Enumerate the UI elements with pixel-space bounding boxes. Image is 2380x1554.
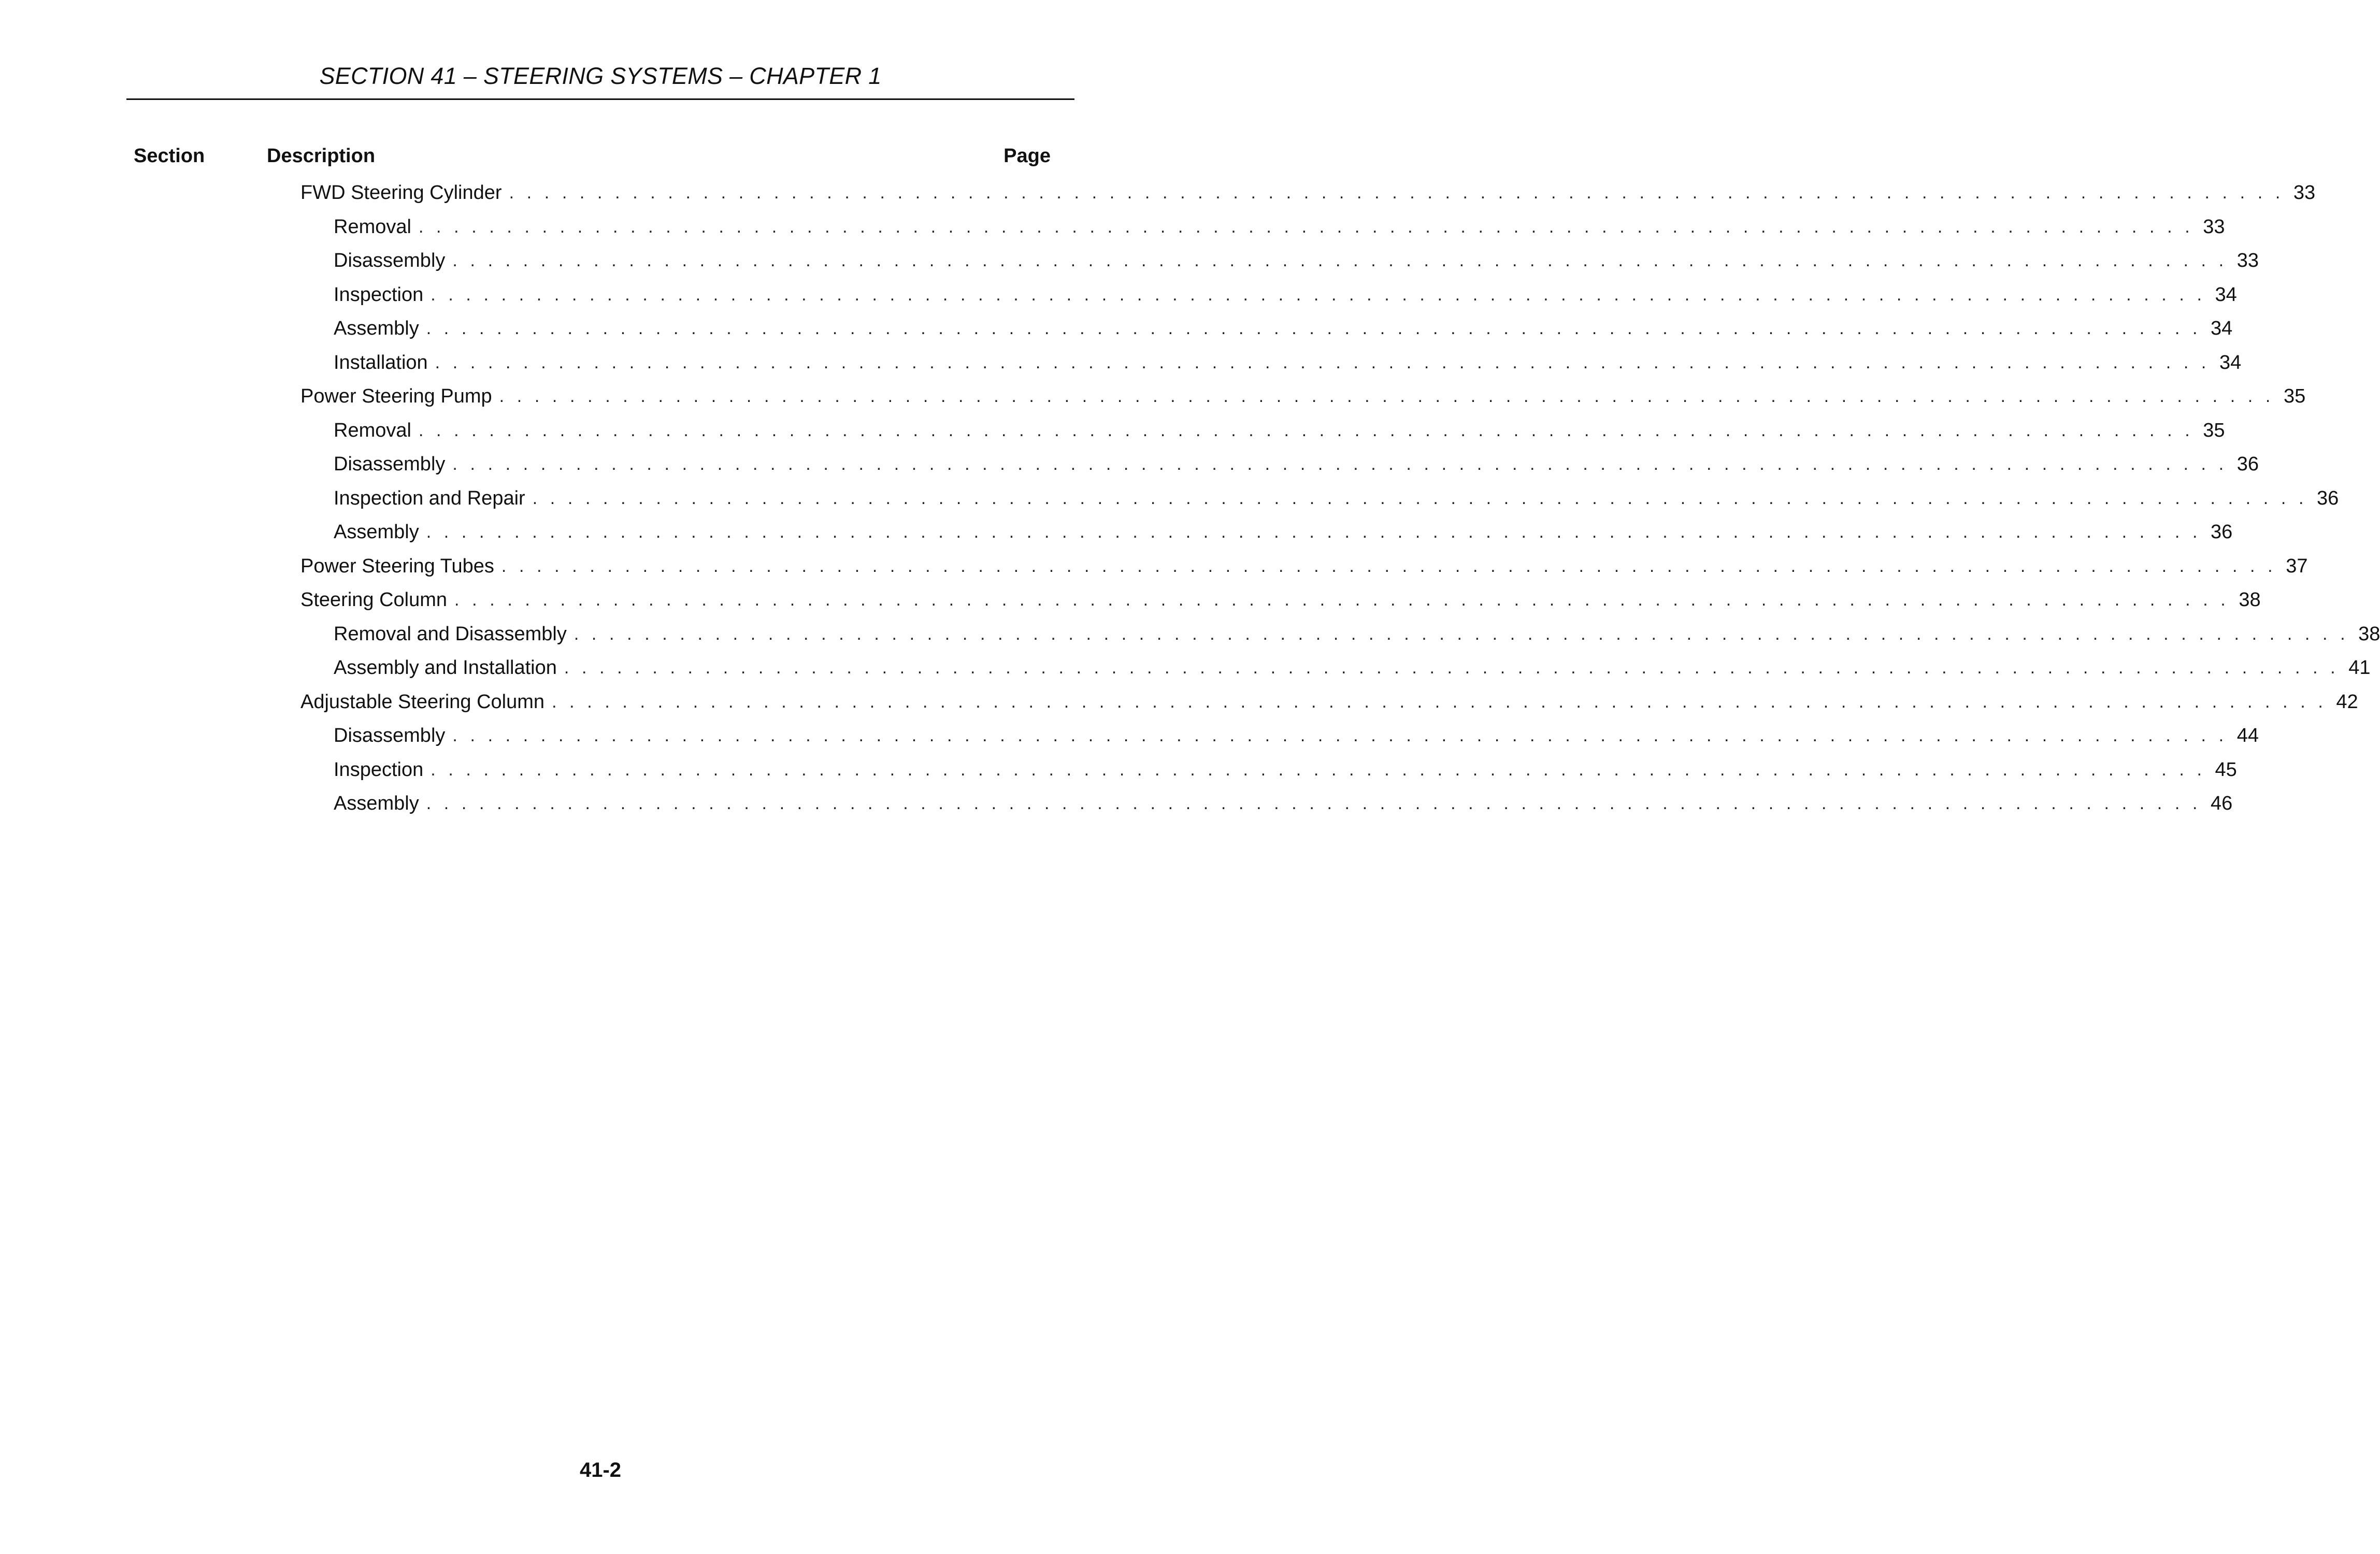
toc-entry-page: 37 [2286, 555, 2308, 577]
toc-entry[interactable] [300, 685, 2358, 718]
toc-entry[interactable] [334, 244, 2259, 277]
toc-entry-title: Removal [334, 216, 411, 238]
toc-entry-page: 38 [2239, 589, 2261, 611]
dot-leader: . . . . . . . . . . . . . . . . . . . . . . . . . . . . . . . . . . . . . . . . . . . . . . . . . . . . . . . . . . . . . . . . . . . . . . . . . . . . . . . . . . . . . . . . . . . . . . . . . . . . . [435, 353, 2210, 372]
dot-leader: . . . . . . . . . . . . . . . . . . . . . . . . . . . . . . . . . . . . . . . . . . . . . . . . . . . . . . . . . . . . . . . . . . . . . . . . . . . . . . . . . . . . . . . . . . . . . . . . . . . . . [564, 658, 2340, 678]
toc-entry-title: FWD Steering Cylinder [300, 182, 502, 204]
toc-entry-title: Disassembly [334, 453, 446, 475]
toc-entry-title: Removal and Disassembly [334, 623, 567, 645]
toc-entry-page: 46 [2211, 793, 2233, 814]
column-heading-page: Page [1003, 145, 1051, 167]
toc-entry-title: Assembly [334, 793, 419, 814]
dot-leader: . . . . . . . . . . . . . . . . . . . . . . . . . . . . . . . . . . . . . . . . . . . . . . . . . . . . . . . . . . . . . . . . . . . . . . . . . . . . . . . . . . . . . . . . . . . . . . . . . . . . . [454, 590, 2230, 610]
toc-entry[interactable] [334, 312, 2233, 345]
toc-entry[interactable] [300, 380, 2306, 413]
toc-entry-page: 34 [2215, 284, 2237, 306]
toc-entry-title: Adjustable Steering Column [300, 691, 545, 713]
toc-entry-title: Disassembly [334, 725, 446, 746]
toc-entry-title: Assembly [334, 521, 419, 543]
toc-entry[interactable] [300, 176, 2316, 209]
toc-entry-title: Power Steering Tubes [300, 555, 494, 577]
header-rule [126, 98, 1074, 100]
toc-entry[interactable] [300, 550, 2308, 583]
dot-leader: . . . . . . . . . . . . . . . . . . . . . . . . . . . . . . . . . . . . . . . . . . . . . . . . . . . . . . . . . . . . . . . . . . . . . . . . . . . . . . . . . . . . . . . . . . . . . . . . . . . . . [499, 386, 2274, 406]
dot-leader: . . . . . . . . . . . . . . . . . . . . . . . . . . . . . . . . . . . . . . . . . . . . . . . . . . . . . . . . . . . . . . . . . . . . . . . . . . . . . . . . . . . . . . . . . . . . . . . . . . . . . [431, 760, 2206, 780]
toc-entry-title: Assembly [334, 318, 419, 339]
toc-entry-page: 38 [2358, 623, 2380, 645]
toc-entry[interactable] [334, 651, 2371, 684]
dot-leader: . . . . . . . . . . . . . . . . . . . . . . . . . . . . . . . . . . . . . . . . . . . . . . . . . . . . . . . . . . . . . . . . . . . . . . . . . . . . . . . . . . . . . . . . . . . . . . . . . . . . . [552, 692, 2327, 712]
dot-leader: . . . . . . . . . . . . . . . . . . . . . . . . . . . . . . . . . . . . . . . . . . . . . . . . . . . . . . . . . . . . . . . . . . . . . . . . . . . . . . . . . . . . . . . . . . . . . . . . . . . . . [452, 454, 2228, 474]
toc-entry[interactable] [334, 414, 2225, 447]
dot-leader: . . . . . . . . . . . . . . . . . . . . . . . . . . . . . . . . . . . . . . . . . . . . . . . . . . . . . . . . . . . . . . . . . . . . . . . . . . . . . . . . . . . . . . . . . . . . . . . . . . . . . [426, 794, 2202, 813]
dot-leader: . . . . . . . . . . . . . . . . . . . . . . . . . . . . . . . . . . . . . . . . . . . . . . . . . . . . . . . . . . . . . . . . . . . . . . . . . . . . . . . . . . . . . . . . . . . . . . . . . . . . . [426, 522, 2202, 542]
toc-entry-title: Steering Column [300, 589, 448, 611]
toc-entry-page: 34 [2219, 352, 2242, 373]
column-heading-section: Section [134, 145, 205, 167]
toc-entry-page: 36 [2236, 453, 2259, 475]
toc-entry-page: 41 [2348, 657, 2371, 679]
toc-entry[interactable] [334, 719, 2259, 752]
toc-entry-page: 35 [2283, 385, 2306, 407]
toc-entry-page: 36 [2211, 521, 2233, 543]
toc-entry-page: 33 [2203, 216, 2225, 238]
toc-entry[interactable] [334, 787, 2233, 820]
toc-entry-page: 33 [2293, 182, 2316, 204]
toc-entry-page: 45 [2215, 759, 2237, 781]
toc-entry[interactable] [334, 753, 2237, 786]
dot-leader: . . . . . . . . . . . . . . . . . . . . . . . . . . . . . . . . . . . . . . . . . . . . . . . . . . . . . . . . . . . . . . . . . . . . . . . . . . . . . . . . . . . . . . . . . . . . . . . . . . . . . [418, 217, 2194, 237]
toc-entry-page: 42 [2336, 691, 2358, 713]
toc-entry-title: Inspection and Repair [334, 487, 525, 509]
toc-entry-page: 35 [2203, 420, 2225, 441]
toc-entry[interactable] [334, 346, 2242, 379]
toc-entry[interactable] [334, 278, 2237, 311]
toc-entry-title: Removal [334, 420, 411, 441]
dot-leader: . . . . . . . . . . . . . . . . . . . . . . . . . . . . . . . . . . . . . . . . . . . . . . . . . . . . . . . . . . . . . . . . . . . . . . . . . . . . . . . . . . . . . . . . . . . . . . . . . . . . . [431, 285, 2206, 305]
toc-entry[interactable] [334, 482, 2339, 515]
toc-entry-page: 33 [2236, 250, 2259, 271]
toc-entry[interactable] [334, 448, 2259, 481]
dot-leader: . . . . . . . . . . . . . . . . . . . . . . . . . . . . . . . . . . . . . . . . . . . . . . . . . . . . . . . . . . . . . . . . . . . . . . . . . . . . . . . . . . . . . . . . . . . . . . . . . . . . . [501, 556, 2277, 576]
toc-entry-page: 34 [2211, 318, 2233, 339]
toc-entry[interactable] [334, 515, 2233, 549]
toc-entry-title: Inspection [334, 759, 424, 781]
toc-entry-title: Disassembly [334, 250, 446, 271]
toc-entry-title: Inspection [334, 284, 424, 306]
toc-entry-title: Power Steering Pump [300, 385, 492, 407]
dot-leader: . . . . . . . . . . . . . . . . . . . . . . . . . . . . . . . . . . . . . . . . . . . . . . . . . . . . . . . . . . . . . . . . . . . . . . . . . . . . . . . . . . . . . . . . . . . . . . . . . . . . . [509, 183, 2284, 203]
dot-leader: . . . . . . . . . . . . . . . . . . . . . . . . . . . . . . . . . . . . . . . . . . . . . . . . . . . . . . . . . . . . . . . . . . . . . . . . . . . . . . . . . . . . . . . . . . . . . . . . . . . . . [452, 726, 2228, 745]
toc-entry[interactable] [300, 583, 2261, 616]
dot-leader: . . . . . . . . . . . . . . . . . . . . . . . . . . . . . . . . . . . . . . . . . . . . . . . . . . . . . . . . . . . . . . . . . . . . . . . . . . . . . . . . . . . . . . . . . . . . . . . . . . . . . [426, 319, 2202, 338]
toc-entry-title: Installation [334, 352, 428, 373]
toc-entry-title: Assembly and Installation [334, 657, 557, 679]
dot-leader: . . . . . . . . . . . . . . . . . . . . . . . . . . . . . . . . . . . . . . . . . . . . . . . . . . . . . . . . . . . . . . . . . . . . . . . . . . . . . . . . . . . . . . . . . . . . . . . . . . . . . [532, 488, 2307, 508]
dot-leader: . . . . . . . . . . . . . . . . . . . . . . . . . . . . . . . . . . . . . . . . . . . . . . . . . . . . . . . . . . . . . . . . . . . . . . . . . . . . . . . . . . . . . . . . . . . . . . . . . . . . . [452, 251, 2228, 270]
dot-leader: . . . . . . . . . . . . . . . . . . . . . . . . . . . . . . . . . . . . . . . . . . . . . . . . . . . . . . . . . . . . . . . . . . . . . . . . . . . . . . . . . . . . . . . . . . . . . . . . . . . . . [418, 421, 2194, 440]
page-number: 41-2 [579, 1459, 622, 1481]
toc-entry-page: 36 [2317, 487, 2339, 509]
column-heading-description: Description [267, 145, 376, 167]
dot-leader: . . . . . . . . . . . . . . . . . . . . . . . . . . . . . . . . . . . . . . . . . . . . . . . . . . . . . . . . . . . . . . . . . . . . . . . . . . . . . . . . . . . . . . . . . . . . . . . . . . . . . [574, 624, 2349, 644]
toc-entry-page: 44 [2236, 725, 2259, 746]
toc-entry[interactable] [334, 617, 2380, 651]
page-header: SECTION 41 – STEERING SYSTEMS – CHAPTER 1 [319, 63, 882, 89]
toc-entry[interactable] [334, 210, 2225, 243]
